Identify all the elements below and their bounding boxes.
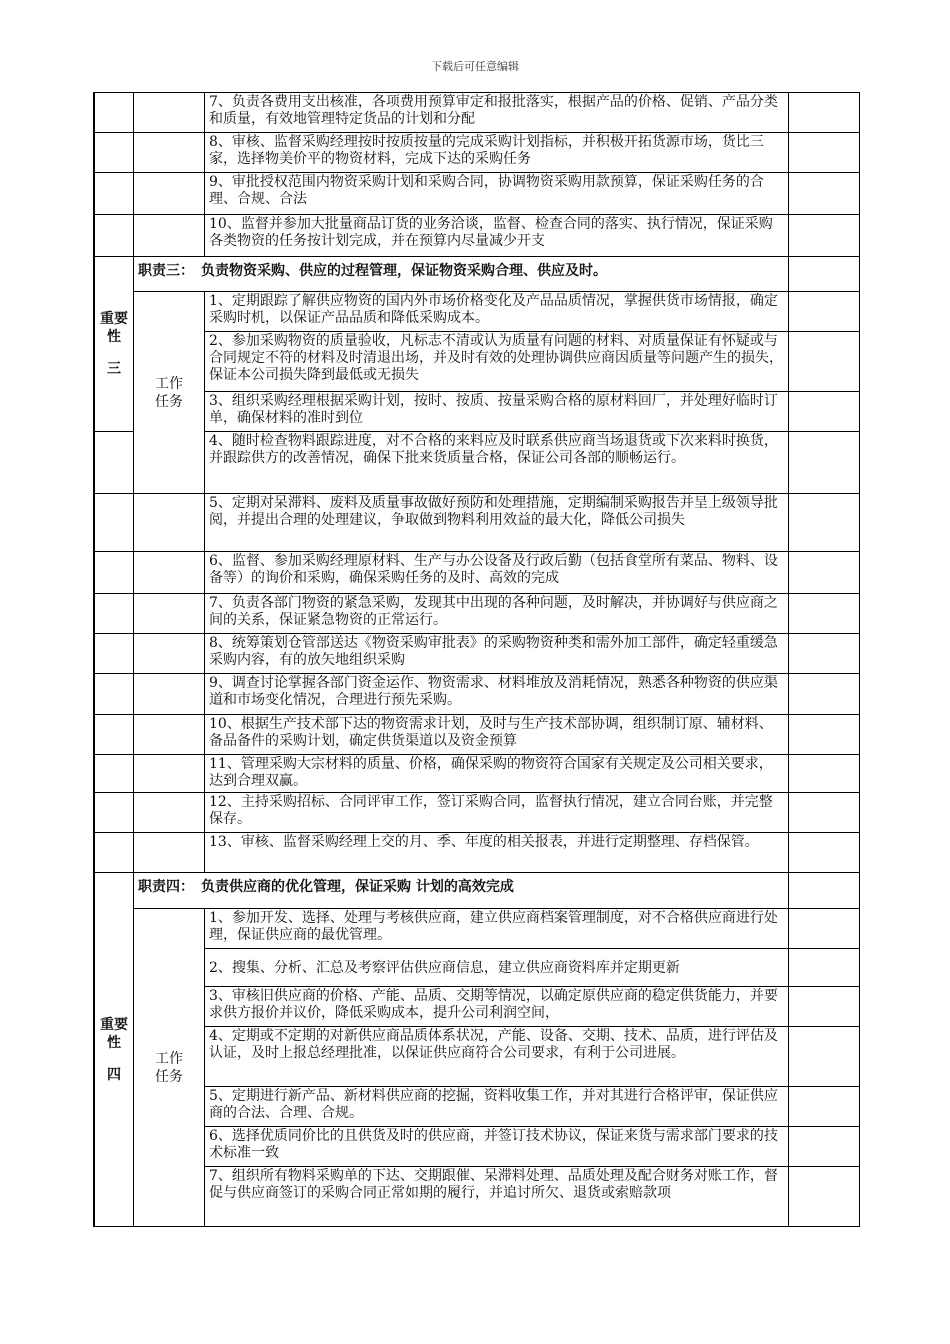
table-row	[94, 392, 860, 432]
task-text: 4、随时检查物料跟踪进度，对不合格的来料应及时联系供应商当场退货或下次来料时换货，并跟踪供方的改善情况，确保下批来货质量合格，保证公司各部的顺畅运行。	[209, 433, 778, 466]
task-text: 6、选择优质同价比的且供货及时的供应商，并签订技术协议，保证来货与需求部门要求的技术标准一致	[209, 1128, 778, 1161]
duty-title: 职责四： 负责供应商的优化管理，保证采购 计划的高效完成	[138, 879, 514, 895]
table-row	[94, 93, 860, 133]
work-task-cell-3	[134, 292, 205, 494]
table-row	[94, 833, 860, 873]
table-row	[94, 494, 860, 552]
task-text: 13、审核、监督采购经理上交的月、季、年度的相关报表，并进行定期整理、存档保管。	[209, 834, 759, 850]
table-row	[94, 552, 860, 594]
table-row	[94, 1027, 860, 1087]
table-row	[94, 1127, 860, 1167]
table-row	[94, 755, 860, 793]
table-row	[94, 909, 860, 949]
task-text: 2、搜集、分析、汇总及考察评估供应商信息，建立供应商资料库并定期更新	[209, 959, 680, 976]
work-task-label: 工作 任务	[155, 1050, 183, 1085]
table-row	[94, 292, 860, 332]
duty-title: 职责三： 负责物资采购、供应的过程管理，保证物资采购合理、供应及时。	[138, 263, 607, 279]
work-task-label: 工作 任务	[155, 375, 183, 410]
table-row	[94, 1087, 860, 1127]
importance-cell-4	[94, 873, 134, 1227]
task-text: 12、主持采购招标、合同评审工作，签订采购合同，监督执行情况，建立合同台账，并完整保存。	[209, 794, 773, 827]
table-row	[94, 793, 860, 833]
importance-label: 重要 性 三	[100, 311, 128, 377]
task-text: 10、根据生产技术部下达的物资需求计划，及时与生产技术部协调，组织制订原、辅材料、备品备件的采购计划，确定供货渠道以及资金预算	[209, 716, 773, 749]
table-row	[94, 133, 860, 173]
task-text: 5、定期对呆滞料、废料及质量事故做好预防和处理措施，定期编制采购报告并呈上级领导批阅，并提出合理的处理建议，争取做到物料利用效益的最大化，降低公司损失	[209, 495, 778, 528]
task-text: 7、组织所有物料采购单的下达、交期跟催、呆滞料处理、品质处理及配合财务对账工作，督促与供应商签订的采购合同正常如期的履行，并追讨所欠、退货或索赔款项	[209, 1168, 778, 1201]
duty-row-4	[94, 873, 860, 909]
page-header: 下载后可任意编辑	[431, 60, 519, 73]
table-row	[94, 215, 860, 257]
table-row	[94, 1167, 860, 1227]
task-text: 9、调查讨论掌握各部门资金运作、物资需求、材料堆放及消耗情况，熟悉各种物资的供应渠道和市场变化情况，合理进行预先采购。	[209, 675, 778, 708]
task-text: 1、定期跟踪了解供应物资的国内外市场价格变化及产品品质情况，掌握供货市场情报，确定采购时机，以保证产品品质和降低采购成本。	[209, 293, 778, 326]
task-text: 7、负责各费用支出核准，各项费用预算审定和报批落实，根据产品的价格、促销、产品分类和质量，有效地管理特定货品的计划和分配	[209, 94, 778, 127]
task-text: 2、参加采购物资的质量验收，凡标志不清或认为质量有问题的材料、对质量保证有怀疑或与合同规定不符的材料及时清退出场，并及时有效的处理协调供应商因质量等问题产生的损失，保证本公司损失降到最低或无损失	[209, 333, 783, 383]
duty-row-3	[94, 257, 860, 292]
task-text: 8、统筹策划仓管部送达《物资采购审批表》的采购物资种类和需外加工部件，确定轻重缓急采购内容，有的放矢地组织采购	[209, 635, 778, 668]
task-text: 3、审核旧供应商的价格、产能、品质、交期等情况，以确定原供应商的稳定供货能力，并要求供方报价并议价，降低采购成本，提升公司利润空间，	[209, 988, 778, 1021]
table-row	[94, 949, 860, 987]
table-row	[94, 987, 860, 1027]
work-task-cell-4	[134, 909, 205, 1227]
task-text: 9、审批授权范围内物资采购计划和采购合同，协调物资采购用款预算，保证采购任务的合理、合规、合法	[209, 174, 764, 207]
table-row	[94, 332, 860, 392]
table-row	[94, 674, 860, 715]
task-text: 8、审核、监督采购经理按时按质按量的完成采购计划指标，并积极开拓货源市场，货比三家，选择物美价平的物资材料，完成下达的采购任务	[209, 134, 764, 167]
importance-label: 重要 性 四	[100, 1016, 128, 1083]
importance-cell-3	[94, 257, 134, 432]
task-text: 10、监督并参加大批量商品订货的业务洽谈，监督、检查合同的落实、执行情况，保证采购各类物资的任务按计划完成，并在预算内尽量减少开支	[209, 216, 773, 249]
table-row	[94, 715, 860, 755]
task-text: 1、参加开发、选择、处理与考核供应商，建立供应商档案管理制度，对不合格供应商进行处理，保证供应商的最优管理。	[209, 910, 778, 943]
table-row	[94, 634, 860, 674]
duty-table	[93, 92, 860, 1227]
table-row	[94, 594, 860, 634]
task-text: 4、定期或不定期的对新供应商品质体系状况，产能、设备、交期、技术、品质，进行评估及认证，及时上报总经理批准，以保证供应商符合公司要求，有利于公司进展。	[209, 1028, 778, 1061]
table-row	[94, 432, 860, 494]
task-text: 11、管理采购大宗材料的质量、价格，确保采购的物资符合国家有关规定及公司相关要求，达到合理双赢。	[209, 756, 773, 789]
task-text: 5、定期进行新产品、新材料供应商的挖掘，资料收集工作，并对其进行合格评审，保证供应商的合法、合理、合规。	[209, 1088, 778, 1121]
task-text: 3、组织采购经理根据采购计划，按时、按质、按量采购合格的原材料回厂，并处理好临时订单，确保材料的准时到位	[209, 393, 778, 426]
table-row	[94, 173, 860, 215]
task-text: 7、负责各部门物资的紧急采购，发现其中出现的各种问题，及时解决，并协调好与供应商之间的关系，保证紧急物资的正常运行。	[209, 595, 778, 628]
task-text: 6、监督、参加采购经理原材料、生产与办公设备及行政后勤（包括食堂所有菜品、物料、设备等）的询价和采购，确保采购任务的及时、高效的完成	[209, 553, 778, 586]
